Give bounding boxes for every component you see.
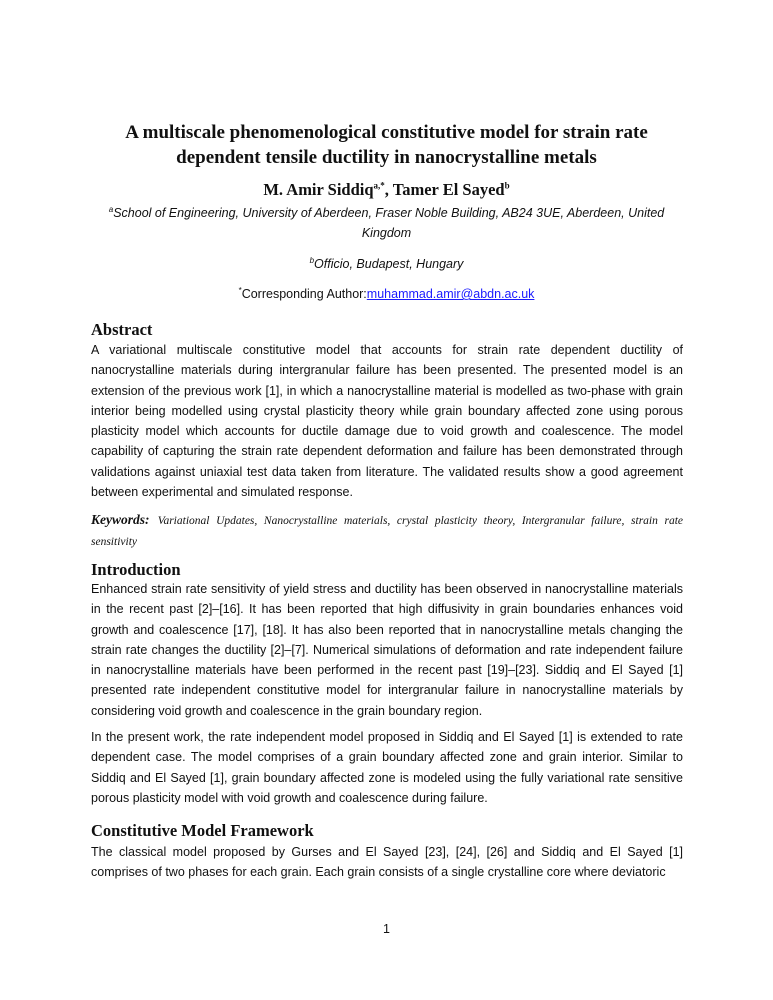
- keywords-text: Variational Updates, Nanocrystalline materials, crystal plasticity theory, Intergranular failure, strain rate sensitivity: [91, 515, 684, 548]
- paper-title: [80, 120, 693, 170]
- title-line-1: A multiscale phenomenological constitutive model for strain rate: [125, 122, 648, 143]
- corresponding-author: [80, 287, 693, 301]
- author-1-affiliation-mark: a,*: [373, 180, 385, 191]
- affiliation-a: [95, 203, 678, 243]
- abstract-heading: Abstract: [91, 320, 153, 339]
- keywords: [91, 510, 683, 552]
- author-1: M. Amir Siddiq: [263, 180, 374, 199]
- affiliation-a-text: School of Engineering, University of Aberdeen, Fraser Noble Building, AB24 3UE, Aberdeen, United Kingdom: [113, 206, 665, 240]
- framework-heading: Constitutive Model Framework: [91, 821, 314, 840]
- author-separator: ,: [384, 180, 393, 199]
- introduction-paragraph-2: In the present work, the rate independent model proposed in Siddiq and El Sayed [1] is extended to rate dependent case. The model comprises of a grain boundary affected zone and grain interior. Similar to Siddiq and El Sayed [1], grain boundary affected zone is modeled using the fully variational rate sensitive porous plasticity model with void growth and coalescence during failure.: [91, 730, 683, 805]
- framework-paragraph-1: The classical model proposed by Gurses and El Sayed [23], [24], [26] and Siddiq and El Sayed [1] comprises of two phases for each grain. Each grain consists of a single crystalline core where deviatoric: [91, 845, 683, 880]
- affiliation-a-mark: a: [108, 204, 114, 214]
- corresponding-email-link[interactable]: muhammad.amir@abdn.ac.uk: [366, 287, 535, 301]
- affiliation-b-mark: b: [309, 255, 315, 265]
- introduction-heading: Introduction: [91, 560, 181, 579]
- introduction-paragraph-1: Enhanced strain rate sensitivity of yield stress and ductility has been observed in nanocrystalline materials in the recent past [2]–[16]. It has been reported that high diffusivity in grain boundaries enhances void growth and coalescence [17], [18]. It has also been reported that in nanocrystalline metals changing the strain rate changes the ductility [2]–[7]. Numerical simulations of deformation and rate independent failure in nanocrystalline materials have been performed in the recent past [19]–[23]. Siddiq and El Sayed [1] presented rate independent constitutive model for intergranular failure in nanocrystalline materials by considering void growth and coalescence in the grain boundary region.: [91, 582, 683, 718]
- title-line-2: dependent tensile ductility in nanocrystalline metals: [176, 147, 597, 168]
- author-list: [80, 180, 693, 200]
- corresponding-mark: *: [238, 285, 242, 295]
- abstract-text: A variational multiscale constitutive model that accounts for strain rate dependent ductility of nanocrystalline materials during intergranular failure has been presented. The presented model is an extension of the previous work [1], in which a nanocrystalline material is modelled as two-phase with grain interior being modelled using crystal plasticity theory while grain boundary affected zone using porous plasticity model which accounts for ductile damage due to void growth and coalescence. The model capability of capturing the strain rate dependent deformation and failure has been demonstrated through validations against uniaxial test data taken from literature. The validated results show a good agreement between experimental and simulated response.: [91, 343, 683, 500]
- corresponding-label: Corresponding Author:: [241, 287, 367, 301]
- affiliation-b-text: Officio, Budapest, Hungary: [314, 257, 464, 271]
- page-number: 1: [383, 922, 390, 936]
- affiliation-b: [95, 254, 678, 274]
- author-2: Tamer El Sayed: [392, 180, 505, 199]
- author-2-affiliation-mark: b: [504, 180, 510, 191]
- keywords-label: Keywords:: [91, 512, 150, 527]
